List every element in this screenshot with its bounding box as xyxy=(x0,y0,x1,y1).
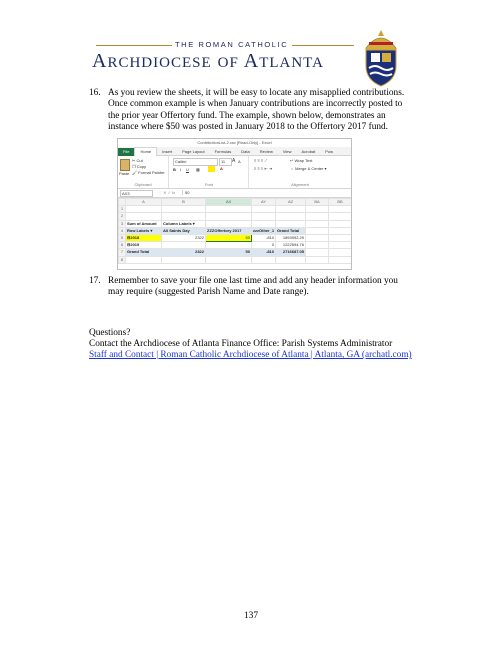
cell[interactable] xyxy=(162,256,206,263)
collapse-icon[interactable]: ⊟ xyxy=(127,242,131,248)
cell[interactable] xyxy=(306,213,329,220)
excel-window-title: ContributionList-2.csv [Read-Only] - Excel xyxy=(197,140,272,145)
cell[interactable] xyxy=(276,256,306,263)
alignment-group xyxy=(250,156,350,188)
cell[interactable] xyxy=(329,213,352,220)
filter-dropdown-icon[interactable]: ▾ xyxy=(150,227,153,233)
staff-contact-link[interactable]: Staff and Contact | Roman Catholic Archdiocese of Atlanta | Atlanta, GA (archatl.com) xyxy=(89,350,412,360)
wrap-text-button[interactable]: ↵ Wrap Text xyxy=(290,158,313,163)
cell[interactable] xyxy=(306,235,329,242)
underline-button[interactable]: U xyxy=(186,167,189,172)
column-header-row xyxy=(119,199,352,206)
row-header[interactable]: 6 xyxy=(119,242,126,249)
cell[interactable] xyxy=(126,213,162,220)
item-17-text: Remember to save your file one last time and add any header information you may require (suggested Parish Name and Date range). xyxy=(108,276,398,298)
clipboard-label: Clipboard xyxy=(134,182,152,187)
fill-color-icon[interactable] xyxy=(208,166,215,172)
cell[interactable]: 2716687.05 xyxy=(276,249,306,256)
filter-dropdown-icon[interactable]: ▾ xyxy=(192,220,195,226)
column-header[interactable]: BB xyxy=(329,199,352,206)
cell[interactable] xyxy=(162,213,206,220)
header-top-line: THE ROMAN CATHOLIC xyxy=(175,40,289,49)
cell[interactable] xyxy=(306,256,329,263)
row-header[interactable]: 2 xyxy=(119,213,126,220)
table-row xyxy=(119,249,352,256)
column-header[interactable]: BA xyxy=(306,199,329,206)
font-name-select[interactable]: Calibri xyxy=(173,158,218,166)
cell[interactable]: Grand Total xyxy=(276,227,306,234)
header-title: ARCHDIOCESE OF ATLANTA xyxy=(92,50,324,72)
paste-icon[interactable] xyxy=(120,159,130,171)
brush-icon: 🖌 xyxy=(132,170,138,175)
cell[interactable]: -810 xyxy=(252,235,276,242)
column-header[interactable]: B xyxy=(162,199,206,206)
cell[interactable] xyxy=(162,206,206,213)
cell[interactable]: All Saints Day xyxy=(162,227,206,234)
cell[interactable] xyxy=(329,220,352,227)
page-number: 137 xyxy=(243,611,259,621)
cell[interactable] xyxy=(329,256,352,263)
grow-font-icon[interactable]: A xyxy=(232,158,236,164)
cell[interactable]: 1893992.29 xyxy=(276,235,306,242)
item-17-number: 17. xyxy=(89,276,101,286)
tab-insert[interactable]: Insert xyxy=(162,149,173,154)
tab-data[interactable]: Data xyxy=(241,149,250,154)
item-16-text: As you review the sheets, it will be easy to locate any misapplied contributions. Once common example is when January contributions are incorrectly posted to the prior year Offertory fund. The example, shown below, demonstrates an instance where $50 was posted in January 2018 to the Offertory 2017 fund. xyxy=(108,88,405,132)
tab-home[interactable]: Home xyxy=(134,147,157,156)
merge-center-button[interactable]: ⇔ Merge & Center ▾ xyxy=(290,166,327,171)
table-row xyxy=(119,206,352,213)
cell[interactable]: Grand Total xyxy=(126,249,162,256)
header-rule-left xyxy=(96,45,172,46)
tab-review[interactable]: Review xyxy=(259,149,273,154)
cell[interactable] xyxy=(306,249,329,256)
collapse-icon[interactable]: ⊟ xyxy=(127,235,131,241)
archdiocese-crest-icon xyxy=(360,28,402,88)
cell[interactable] xyxy=(276,220,306,227)
cell[interactable] xyxy=(206,220,252,227)
cell[interactable] xyxy=(306,206,329,213)
cell[interactable]: ⊟2019 xyxy=(126,242,162,249)
font-size-select[interactable]: 11 xyxy=(219,158,232,166)
cell[interactable] xyxy=(206,206,252,213)
copy-icon: ❐ xyxy=(132,164,136,169)
cell[interactable]: zzzOther_1 xyxy=(253,227,275,233)
cell[interactable]: 50 xyxy=(206,249,252,256)
cell[interactable] xyxy=(126,256,162,263)
item-16-number: 16. xyxy=(89,88,101,98)
row-header[interactable]: 3 xyxy=(119,220,126,227)
tab-file[interactable]: File xyxy=(118,148,134,156)
cell[interactable] xyxy=(276,206,306,213)
row-header[interactable]: 7 xyxy=(119,249,126,256)
font-label: Font xyxy=(204,182,213,187)
column-header[interactable]: AZ xyxy=(276,199,306,206)
shrink-font-icon[interactable]: A xyxy=(238,159,241,164)
cell[interactable] xyxy=(126,206,162,213)
header-rule-right xyxy=(292,45,354,46)
merge-icon: ⇔ xyxy=(290,166,294,171)
column-header[interactable]: AY xyxy=(252,199,276,206)
excel-screenshot xyxy=(117,138,352,270)
cell[interactable] xyxy=(162,242,206,249)
table-row xyxy=(119,227,352,234)
cell[interactable] xyxy=(329,227,352,234)
cell[interactable] xyxy=(276,213,306,220)
selected-cell[interactable]: 50 xyxy=(206,235,252,242)
paste-button[interactable]: Paste xyxy=(119,171,130,176)
contact-text: Contact the Archdiocese of Atlanta Finance Office: Parish Systems Administrator xyxy=(89,339,393,349)
select-all-corner[interactable] xyxy=(119,199,126,206)
questions-heading: Questions? xyxy=(89,328,131,338)
align-top-icons[interactable]: ≡ ≡ ≡ ⟋ xyxy=(254,158,268,163)
cell[interactable]: Sum of Amount xyxy=(126,220,162,227)
cell[interactable] xyxy=(206,242,252,249)
tab-acrobat[interactable]: Acrobat xyxy=(301,149,316,154)
cut-button[interactable]: ✂ Cut xyxy=(132,158,143,163)
name-box[interactable]: AX3 xyxy=(120,190,153,197)
cell[interactable] xyxy=(306,242,329,249)
excel-ribbon xyxy=(118,156,351,189)
table-row xyxy=(119,256,352,263)
row-header[interactable]: 5 xyxy=(119,235,126,242)
wrap-text-icon: ↵ xyxy=(290,158,294,163)
font-color-icon[interactable]: A xyxy=(220,166,223,171)
excel-ribbon-tabs xyxy=(118,147,351,156)
table-row xyxy=(119,213,352,220)
formula-input[interactable]: 50 xyxy=(182,190,351,195)
cell[interactable] xyxy=(252,220,276,227)
cell[interactable]: ZZZOffertory 2017 xyxy=(206,227,252,234)
cell[interactable]: 0 xyxy=(252,242,276,249)
cell[interactable]: 1222694.76 xyxy=(276,242,306,249)
cell[interactable]: 2322 xyxy=(162,235,206,242)
tab-page-layout[interactable]: Page Layout xyxy=(182,149,205,154)
row-header[interactable]: 4 xyxy=(119,227,126,234)
border-icon[interactable]: ▦ xyxy=(196,167,200,172)
cell[interactable]: ⊟2018 xyxy=(126,235,162,242)
cell[interactable]: 2322 xyxy=(162,249,206,256)
scissors-icon: ✂ xyxy=(132,158,136,163)
cell[interactable]: Column Labels ▾ xyxy=(162,220,206,227)
format-painter-button[interactable]: 🖌 Format Painter xyxy=(132,170,165,175)
cell[interactable] xyxy=(252,206,276,213)
table-row xyxy=(119,235,352,242)
row-header[interactable]: 8 xyxy=(119,256,126,263)
copy-button[interactable]: ❐ Copy xyxy=(132,164,147,169)
alignment-label: Alignment xyxy=(291,182,309,187)
column-header[interactable]: A xyxy=(126,199,162,206)
cell[interactable] xyxy=(306,220,329,227)
cell[interactable] xyxy=(306,227,329,234)
cell[interactable] xyxy=(329,235,352,242)
font-group xyxy=(170,156,249,188)
cell[interactable] xyxy=(252,213,276,220)
tab-view[interactable]: View xyxy=(282,149,292,154)
formula-buttons-icon[interactable]: ⋮ ✕ ✓ fx xyxy=(158,190,176,195)
align-horizontal-icons[interactable]: ≡ ≡ ≡ ⇤ ⇥ xyxy=(254,166,273,171)
clipboard-group xyxy=(118,156,169,188)
bold-button[interactable]: B xyxy=(173,167,176,172)
cell[interactable]: -810 xyxy=(252,249,276,256)
cell[interactable] xyxy=(329,206,352,213)
cell[interactable]: Row Labels ▾ xyxy=(126,227,162,234)
cell[interactable] xyxy=(206,256,252,263)
tab-pow[interactable]: Pow xyxy=(325,149,334,154)
spreadsheet-grid xyxy=(118,198,351,264)
table-row xyxy=(119,242,352,249)
tab-formulas[interactable]: Formulas xyxy=(214,149,232,154)
column-header[interactable]: AX xyxy=(206,199,252,206)
row-header[interactable]: 1 xyxy=(119,206,126,213)
italic-button[interactable]: I xyxy=(180,167,182,172)
cell[interactable] xyxy=(252,256,276,263)
formula-bar xyxy=(118,189,351,198)
cell[interactable] xyxy=(206,213,252,220)
table-row xyxy=(119,220,352,227)
cell[interactable] xyxy=(329,242,352,249)
cell[interactable] xyxy=(329,249,352,256)
